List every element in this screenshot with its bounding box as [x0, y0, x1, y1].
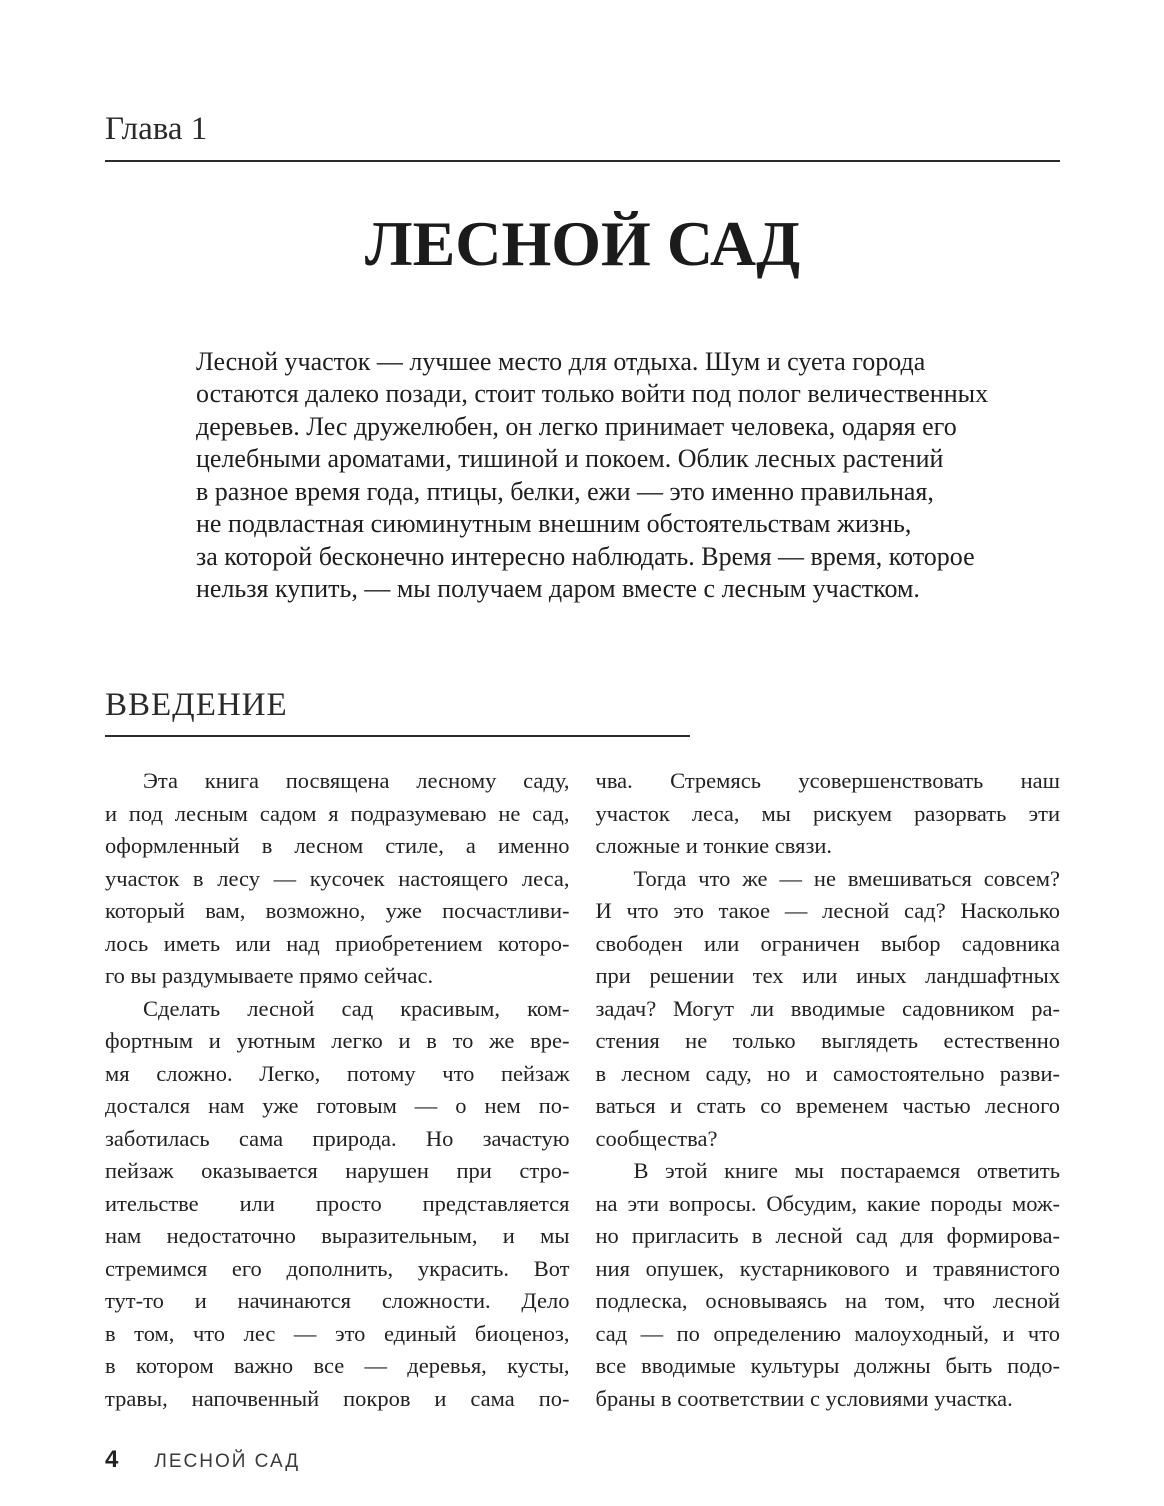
section-header: [105, 688, 1060, 738]
text-line: но пригласить в лесной сад для формирова-: [595, 1223, 1060, 1249]
text-line: все вводимые культуры должны быть подо-: [595, 1353, 1060, 1379]
text-line: тут-то и начинаются сложности. Дело: [105, 1288, 570, 1314]
text-line: Тогда что же — не вмешиваться совсем?: [633, 865, 1060, 891]
chapter-header: [105, 111, 1060, 279]
body-columns: [105, 765, 1060, 1415]
chapter-rule: [105, 160, 1060, 162]
text-line: браны в соответствии с условиями участка.: [595, 1385, 1013, 1411]
text-line: в том, что лес — это единый биоценоз,: [105, 1320, 570, 1346]
chapter-title: ЛЕСНОЙ САД: [364, 207, 801, 279]
text-line: на эти вопросы. Обсудим, какие породы мож-: [595, 1190, 1060, 1216]
text-line: заботилась сама природа. Но зачастую: [105, 1125, 570, 1151]
text-line: ния опушек, кустарникового и травянистого: [595, 1255, 1060, 1281]
text-line: Лесной участок — лучшее место для отдыха. Шум и суета города: [196, 346, 926, 376]
text-line: чва. Стремясь усовершенствовать наш: [595, 768, 1060, 794]
text-column-left: [105, 765, 570, 1415]
text-line: участок в лесу — кусочек настоящего леса,: [105, 865, 570, 891]
text-line: сообщества?: [595, 1125, 718, 1151]
text-line: стения не только выглядеть естественно: [595, 1028, 1060, 1054]
text-line: травы, напочвенный покров и сама по-: [105, 1385, 570, 1411]
text-line: участок леса, мы рискуем разорвать эти: [595, 800, 1060, 826]
text-line: при решении тех или иных ландшафтных: [595, 963, 1060, 989]
text-line: стремимся его дополнить, украсить. Вот: [105, 1255, 570, 1281]
text-line: пейзаж оказывается нарушен при стро-: [105, 1158, 570, 1184]
text-line: И что это такое — лесной сад? Насколько: [595, 898, 1060, 924]
page-footer: [105, 1446, 300, 1474]
page-number: 4: [105, 1446, 119, 1473]
text-line: ваться и стать со временем частью лесного: [595, 1093, 1060, 1119]
text-line: целебными ароматами, тишиной и покоем. Облик лесных растений: [196, 444, 944, 474]
text-line: в лесном саду, но и самостоятельно разви-: [595, 1060, 1060, 1086]
text-line: сложные и тонкие связи.: [595, 833, 833, 859]
text-column-right: [596, 765, 1061, 1415]
text-line: фортным и уютным легко и в то же вре-: [105, 1028, 570, 1054]
text-line: который вам, возможно, уже посчастливи-: [105, 898, 570, 924]
text-line: Эта книга посвящена лесному саду,: [143, 768, 570, 794]
lead-paragraph: [196, 346, 1060, 606]
text-line: нельзя купить, — мы получаем даром вместе с лесным участком.: [196, 574, 920, 604]
text-line: и под лесным садом я подразумеваю не сад,: [105, 800, 570, 826]
text-line: го вы раздумываете прямо сейчас.: [105, 963, 434, 989]
text-line: за которой бесконечно интересно наблюдать. Время — время, которое: [196, 541, 975, 571]
text-line: не подвластная сиюминутным внешним обстоятельствам жизнь,: [196, 509, 912, 539]
text-line: в разное время года, птицы, белки, ежи — это именно правильная,: [196, 476, 934, 506]
text-line: лось иметь или над приобретением которо-: [105, 930, 570, 956]
section-rule: [105, 735, 690, 737]
text-line: оформленный в лесном стиле, а именно: [105, 833, 570, 859]
text-line: подлеска, основываясь на том, что лесной: [595, 1288, 1060, 1314]
text-line: в котором важно все — деревья, кусты,: [105, 1353, 570, 1379]
text-line: достался нам уже готовым — о нем по-: [105, 1093, 570, 1119]
text-line: задач? Могут ли вводимые садовником ра-: [595, 995, 1060, 1021]
text-line: ительстве или просто представляется: [105, 1190, 570, 1216]
section-heading: ВВЕДЕНИЕ: [105, 686, 288, 723]
text-line: свободен или ограничен выбор садовника: [595, 930, 1060, 956]
text-line: сад — по определению малоуходный, и что: [595, 1320, 1060, 1346]
text-line: Сделать лесной сад красивым, ком-: [143, 995, 570, 1021]
text-line: остаются далеко позади, стоит только войти под полог величественных: [196, 379, 989, 409]
chapter-label: Глава 1: [105, 111, 208, 147]
running-title: ЛЕСНОЙ САД: [154, 1451, 301, 1472]
text-line: мя сложно. Легко, потому что пейзаж: [105, 1060, 570, 1086]
text-line: В этой книге мы постараемся ответить: [633, 1158, 1060, 1184]
text-line: деревьев. Лес дружелюбен, он легко принимает человека, одаряя его: [196, 411, 957, 441]
text-line: нам недостаточно выразительным, и мы: [105, 1223, 570, 1249]
